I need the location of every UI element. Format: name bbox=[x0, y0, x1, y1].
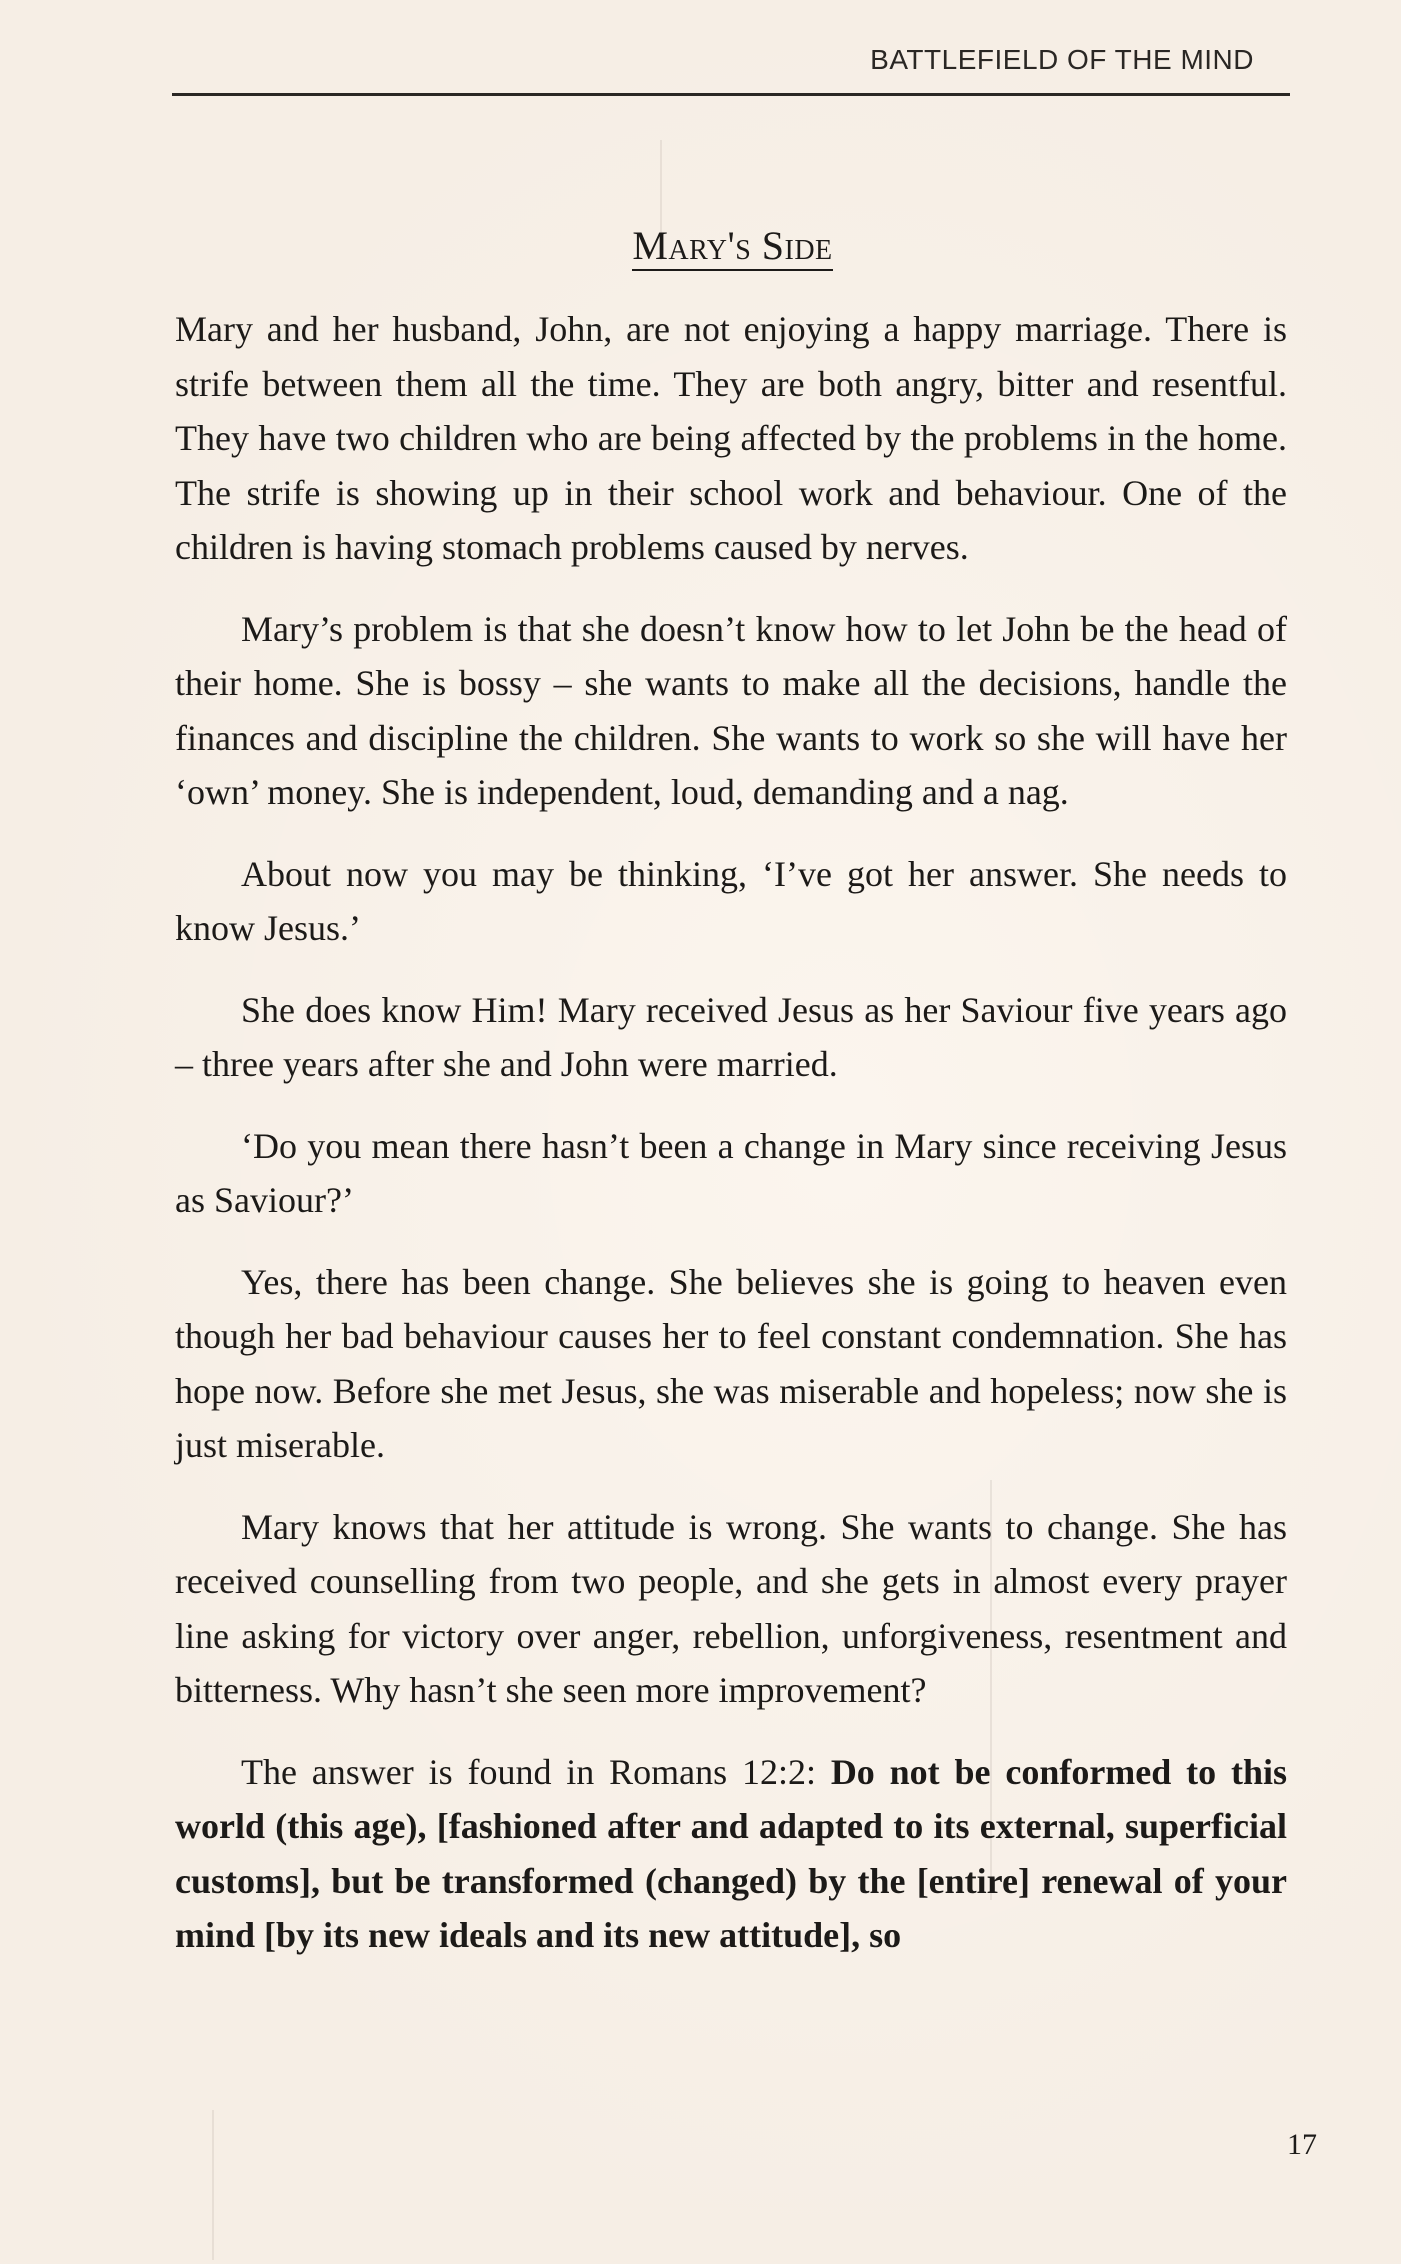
page-number: 17 bbox=[1287, 2128, 1317, 2161]
running-head: BATTLEFIELD OF THE MIND bbox=[870, 44, 1254, 75]
paragraph: About now you may be thinking, ‘I’ve got her answer. She needs to know Jesus.’ bbox=[175, 853, 1287, 948]
paragraph: Yes, there has been change. She believes she is going to heaven even though her bad behaviour causes her to feel constant condemnation. She has hope now. Before she met Jesus, she was miserable and hopeless; now she is just miserable. bbox=[175, 1261, 1287, 1465]
paragraph: She does know Him! Mary received Jesus as her Saviour five years ago – three years after she and John were married. bbox=[175, 989, 1287, 1084]
scripture-lead: The answer is found in Romans 12:2: bbox=[241, 1751, 831, 1792]
paragraph: Mary’s problem is that she doesn’t know how to let John be the head of their home. She is bossy – she wants to make all the decisions, handle the finances and discipline the children. She wants to work so she will have her ‘own’ money. She is independent, loud, demanding and a nag. bbox=[175, 608, 1287, 812]
paragraph: Mary knows that her attitude is wrong. She wants to change. She has received counselling from two people, and she gets in almost every prayer line asking for victory over anger, rebellion, unforgiveness, resentment and bitterness. Why hasn’t she seen more improvement? bbox=[175, 1506, 1287, 1710]
body-text bbox=[175, 302, 1287, 1990]
paragraph: Mary and her husband, John, are not enjoying a happy marriage. There is strife between them all the time. They are both angry, bitter and resentful. They have two children who are being affected by the problems in the home. The strife is showing up in their school work and behaviour. One of the children is having stomach problems caused by nerves. bbox=[175, 309, 1287, 567]
section-title bbox=[0, 222, 1401, 269]
paragraph-scripture bbox=[175, 1745, 1287, 1963]
header-rule bbox=[172, 93, 1290, 96]
scripture-quote: Do not be conformed to this world (this age), [fashioned after and adapted to its external, superficial customs], but be transformed (changed) by the [entire] renewal of your mind [by its new ideals and its new attitude], so bbox=[175, 1751, 1287, 1955]
page-fold-shadow bbox=[212, 2110, 214, 2260]
paragraph: ‘Do you mean there hasn’t been a change in Mary since receiving Jesus as Saviour?’ bbox=[175, 1125, 1287, 1220]
section-title-text: Mary's Side bbox=[632, 223, 832, 271]
